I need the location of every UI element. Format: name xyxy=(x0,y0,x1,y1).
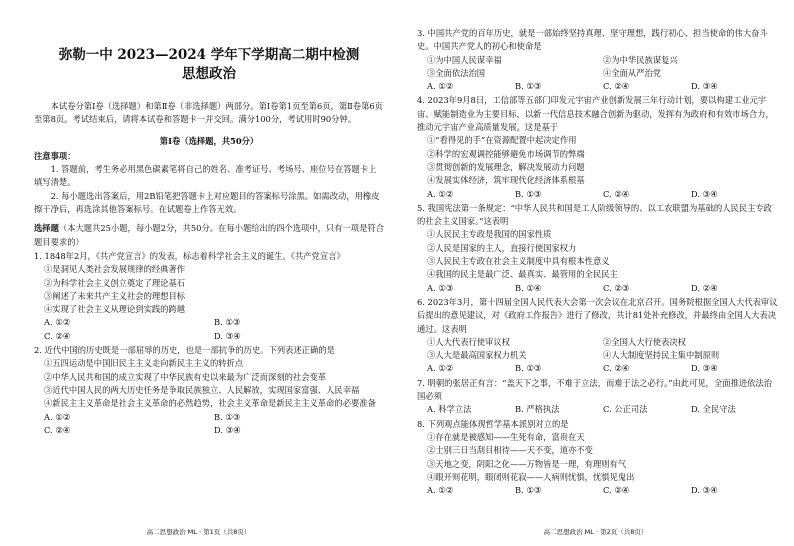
q5-option-d: D. ②④ xyxy=(691,282,718,293)
q2-options xyxy=(34,424,384,437)
exam-intro: 本试卷分第Ⅰ卷（选择题）和第Ⅱ卷（非选择题）两部分。第Ⅰ卷第1页至第6页，第Ⅱ卷第6页至第8页。考试结束后，请将本试卷和答题卡一并交回。满分100分，考试用时90分钟。 xyxy=(34,101,383,125)
question-6: 6. 2023年3月，第十四届全国人民代表大会第一次会议在北京召开。国务院根据全国人大代表审议后提出的意见建议，对《政府工作报告》进行了修改，共计81处补充修改，并最终由全国人大表决通过。这表明 xyxy=(417,296,778,334)
page-1-column xyxy=(34,18,384,437)
q3-items xyxy=(417,54,779,67)
q8-option-d: D. ③④ xyxy=(691,485,718,496)
question-3: 3. 中国共产党的百年历史，就是一部始终坚持真理、坚守理想，践行初心、担当使命的伟大奋斗史。中国共产党人的初心和使命是 xyxy=(417,28,768,52)
choice-description: （本大题共25小题，每小题2分，共50分。在每小题给出的四个选项中，只有一项是符合题目要求的） xyxy=(34,223,384,247)
q6-options xyxy=(417,362,779,375)
q6-item: ④人大制度坚持民主集中制原则 xyxy=(603,350,720,361)
q3-option-c: C. ②④ xyxy=(603,81,630,92)
q8-options xyxy=(417,484,779,497)
q3-option-d: D. ③④ xyxy=(691,81,718,92)
q7-option-b: B. 严格执法 xyxy=(515,404,560,415)
q8-option-a: A. ①② xyxy=(427,485,454,496)
q5-option-b: B. ①④ xyxy=(515,282,542,293)
page-1-footer: 高二思想政治 ML · 第1页（共8页） xyxy=(146,528,251,536)
q7-option-a: A. 科学立法 xyxy=(427,404,472,415)
q2-options xyxy=(34,411,384,424)
q6-option-c: C. ②④ xyxy=(603,363,630,374)
q1-item: ②为科学社会主义创立奠定了理论基石 xyxy=(44,277,186,288)
page-2-column xyxy=(417,26,779,497)
question-7: 7. 明朝的张居正有言：“盖天下之事，不难于立法，而难于法之必行。”由此可见，全面推进依法治国必须 xyxy=(417,377,773,402)
q5-option-a: A. ①③ xyxy=(427,282,454,293)
page-2-footer: 高二思想政治 ML · 第2页（共8页） xyxy=(543,528,648,536)
q1-item: ①是洞见人类社会发展规律的经典著作 xyxy=(44,264,186,275)
q5-item: ④我国的民主是最广泛、最真实、最管用的全民民主 xyxy=(427,269,618,280)
q1-options xyxy=(34,316,384,329)
note-1: 1. 答题前，考生务必用黑色碳素笔将自己的姓名、准考证号、考场号、座位号在答题卡上填写清楚。 xyxy=(34,164,377,188)
q3-option-b: B. ①③ xyxy=(515,81,542,92)
q5-option-c: C. ②③ xyxy=(603,282,630,293)
q2-item: ③近代中国人民的两大历史任务是争取民族独立、人民解放，实现国家富强、人民幸福 xyxy=(44,384,360,395)
q8-item: ④眼开则花明，眼闭则花寂——人病则忧惧，忧惧见鬼出 xyxy=(427,471,635,482)
q5-options xyxy=(417,282,779,295)
q8-item: ②士别三日当刮目相待——天不变，道亦不变 xyxy=(427,445,593,456)
q4-item: ②科学的宏观调控能够避免市场调节的弊端 xyxy=(427,148,585,159)
q1-options xyxy=(34,330,384,343)
note-2: 2. 每小题选出答案后，用2B铅笔把答题卡上对应题目的答案标号涂黑。如需改动，用橡皮擦干净后，再选涂其他答案标号。在试题卷上作答无效。 xyxy=(34,190,380,215)
question-1: 1. 1848年2月，《共产党宣言》的发表，标志着科学社会主义的诞生。《共产党宣言》 xyxy=(34,250,345,261)
choice-instructions xyxy=(34,222,384,249)
exam-subject: 思想政治 xyxy=(182,66,236,82)
exam-title: 弥勒一中 2023—2024 学年下学期高二期中检测 xyxy=(58,47,360,63)
q4-item: ③贯彻创新的发展理念，解决发展动力问题 xyxy=(427,161,585,172)
q6-option-d: D. ③④ xyxy=(691,363,718,374)
q3-options xyxy=(417,80,779,93)
q6-items xyxy=(417,336,779,349)
q4-item: ①“看得见的手”在资源配置中起决定作用 xyxy=(427,135,577,146)
q2-item: ①五四运动是中国旧民主主义走向新民主主义的转折点 xyxy=(44,358,244,369)
q8-option-c: C. ②④ xyxy=(603,485,630,496)
question-8: 8. 下列观点能体现哲学基本派别对立的是 xyxy=(417,418,569,429)
section-1-title: 第Ⅰ卷（选择题，共50分） xyxy=(159,135,259,146)
q7-options xyxy=(417,403,779,416)
q4-option-d: D. ③④ xyxy=(691,188,718,199)
q3-item: ②为中华民族谋复兴 xyxy=(603,54,678,65)
q5-item: ②人民是国家的主人，直接行使国家权力 xyxy=(427,242,577,253)
q4-option-c: C. ②④ xyxy=(603,188,630,199)
q2-option-a: A. ①② xyxy=(44,411,71,422)
q6-item: ③人大是最高国家权力机关 xyxy=(427,350,527,361)
q3-item: ③全面依法治国 xyxy=(427,67,486,78)
q3-items xyxy=(417,67,779,80)
q4-option-a: A. ①② xyxy=(427,188,454,199)
q2-option-c: C. ②④ xyxy=(44,424,71,435)
question-5: 5. 我国宪法第一条规定：“中华人民共和国是工人阶级领导的、以工农联盟为基础的人民民主专政的社会主义国家。”这表明 xyxy=(417,202,772,227)
question-2: 2. 近代中国的历史既是一部屈辱的历史，也是一部抗争的历史。下列表述正确的是 xyxy=(34,345,335,356)
exam-page-2 xyxy=(397,0,794,546)
notes-title: 注意事项： xyxy=(34,150,76,161)
q6-item: ②全国人大行使表决权 xyxy=(603,336,686,347)
q2-item: ④新民主主义革命是社会主义革命的必然趋势，社会主义革命是新民主主义革命的必要准备 xyxy=(44,398,376,409)
q3-option-a: A. ①② xyxy=(427,81,454,92)
q3-item: ④全面从严治党 xyxy=(603,67,662,78)
q1-option-b: B. ①③ xyxy=(214,317,241,328)
q1-item: ③阐述了未来共产主义社会的理想目标 xyxy=(44,290,186,301)
q7-option-c: C. 公正司法 xyxy=(603,404,648,415)
q1-option-c: C. ②④ xyxy=(44,330,71,341)
q8-option-b: B. ①③ xyxy=(515,485,542,496)
q1-option-d: D. ③④ xyxy=(214,330,241,341)
q7-option-d: D. 全民守法 xyxy=(691,404,736,415)
q8-item: ①存在就是被感知——生死有命，富贵在天 xyxy=(427,431,585,442)
q2-item: ②中华人民共和国的成立实现了中华民族有史以来最为广泛而深刻的社会变革 xyxy=(44,371,327,382)
q2-option-d: D. ③④ xyxy=(214,424,241,435)
q6-option-b: B. ①③ xyxy=(515,363,542,374)
q4-item: ④发展实体经济，筑牢现代化经济体系根基 xyxy=(427,175,585,186)
q4-options xyxy=(417,188,779,201)
q5-item: ③人民民主专政在社会主义制度中具有根本性意义 xyxy=(427,256,610,267)
q3-item: ①为中国人民谋幸福 xyxy=(427,54,502,65)
question-4: 4. 2023年9月8日，工信部等五部门印发元宇宙产业创新发展三年行动计划，要以构建工业元宇宙、赋能制造业为主要目标，以新一代信息技术融合创新为驱动，发挥有为政府和有效市场合力，推动元宇宙产业高质量发展。这是基于 xyxy=(417,95,774,133)
q6-items xyxy=(417,349,779,362)
q5-item: ①人民民主专政是我国的国家性质 xyxy=(427,229,552,240)
q2-option-b: B. ①③ xyxy=(214,411,241,422)
q1-item: ④实现了社会主义从理论到实践的跨越 xyxy=(44,304,186,315)
q4-option-b: B. ①③ xyxy=(515,188,542,199)
q6-option-a: A. ①② xyxy=(427,363,454,374)
q1-option-a: A. ①② xyxy=(44,317,71,328)
q6-item: ①人大代表行使审议权 xyxy=(427,336,510,347)
choice-heading: 选择题 xyxy=(34,223,59,234)
q8-item: ③天地之变，阴阳之化——万物皆是一理，有理则有气 xyxy=(427,458,627,469)
